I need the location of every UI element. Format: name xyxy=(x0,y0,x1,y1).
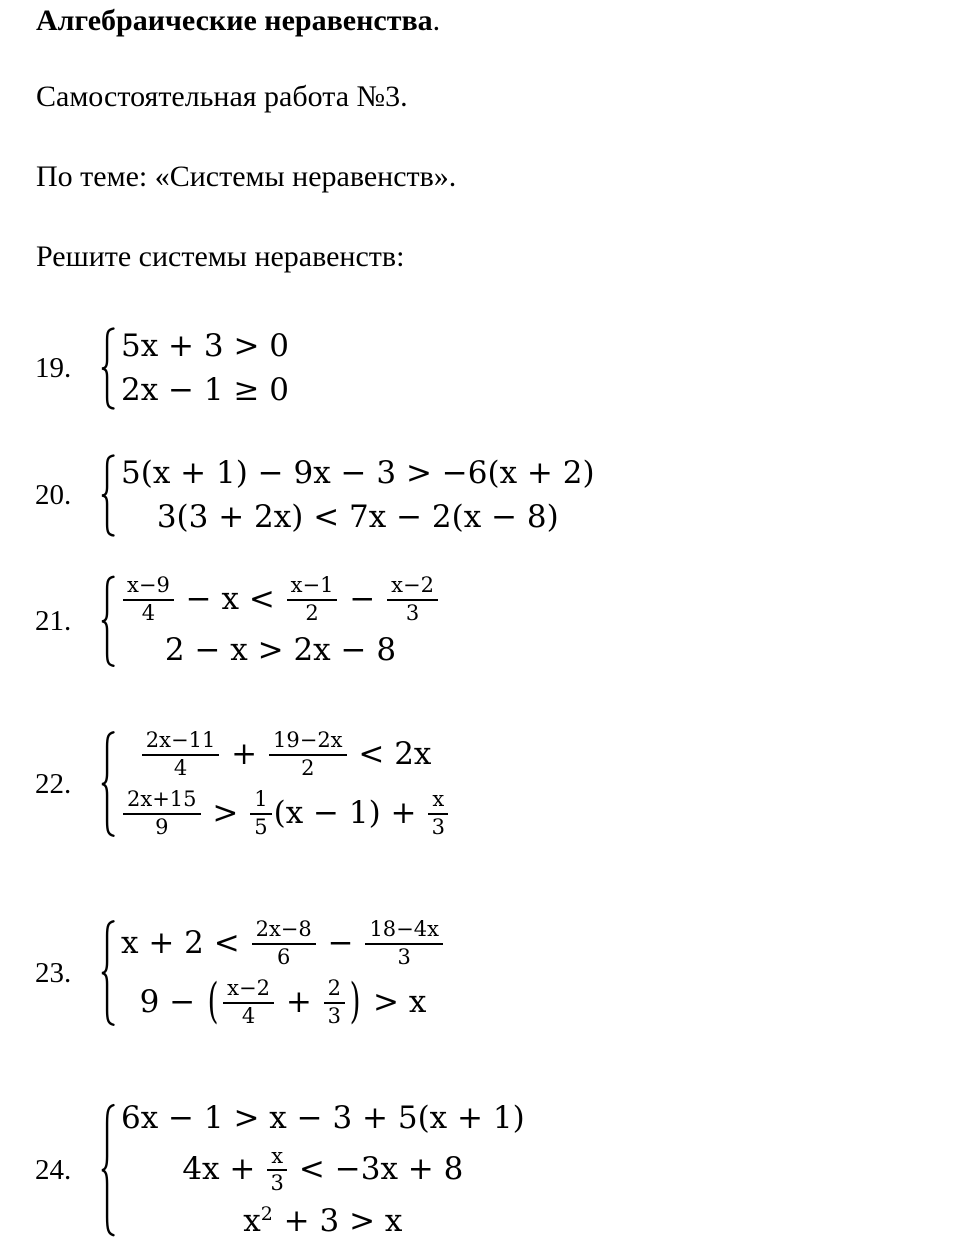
problem-22 xyxy=(35,729,450,839)
problem-20 xyxy=(35,453,595,538)
system-equations xyxy=(121,329,289,408)
math-text: (x − 1) + xyxy=(273,794,427,831)
math-text: + 3 > x xyxy=(273,1202,403,1239)
math-text: 6x − 1 > x − 3 + 5(x + 1) xyxy=(121,1100,525,1136)
math-text: − x < xyxy=(175,580,285,617)
math-text: 5x + 3 > 0 xyxy=(121,327,290,364)
fraction-denominator: 5 xyxy=(254,814,268,839)
math-text: x xyxy=(243,1202,261,1239)
fraction xyxy=(250,788,271,839)
equation-line xyxy=(121,456,595,492)
fraction xyxy=(223,977,274,1028)
system-equations xyxy=(121,574,440,669)
math-text: + xyxy=(221,735,267,772)
worksheet-instruction: Решите системы неравенств: xyxy=(36,240,405,273)
system-brace-icon xyxy=(99,918,116,1028)
math-text: + xyxy=(275,983,322,1020)
math-text: 2x − 1 ≥ 0 xyxy=(121,371,290,408)
math-text: > x xyxy=(363,983,427,1020)
page-title xyxy=(36,4,440,39)
system-brace-icon xyxy=(99,574,116,669)
fraction xyxy=(142,729,220,780)
equation-line xyxy=(121,574,440,625)
fraction-numerator: x−2 xyxy=(223,977,274,1004)
parenthesis: ) xyxy=(349,973,361,1030)
problem-number: 19. xyxy=(35,352,72,384)
fraction-denominator: 3 xyxy=(270,1171,284,1196)
fraction-numerator: 19−2x xyxy=(269,729,347,756)
fraction xyxy=(269,729,347,780)
fraction-denominator: 3 xyxy=(405,600,420,625)
fraction-denominator: 2 xyxy=(305,600,319,625)
problem-19 xyxy=(35,326,289,411)
problem-21 xyxy=(35,574,440,669)
fraction-denominator: 3 xyxy=(327,1003,342,1028)
fraction xyxy=(267,1145,287,1196)
system-equations xyxy=(121,456,595,535)
math-text: < 2x xyxy=(348,735,432,772)
problem-number: 22. xyxy=(35,767,72,800)
fraction-numerator: x−9 xyxy=(123,574,174,601)
fraction-numerator: 2x−8 xyxy=(252,918,316,945)
math-text: 2 − x > 2x − 8 xyxy=(164,632,397,669)
math-text: 3(3 + 2x) < 7x − 2(x − 8) xyxy=(156,498,559,535)
fraction-numerator: x−2 xyxy=(387,574,438,601)
worksheet-subtitle: Самостоятельная работа №3. xyxy=(36,80,408,113)
equation-line xyxy=(121,373,289,409)
fraction xyxy=(324,977,345,1028)
problem-number: 20. xyxy=(35,479,72,511)
fraction-denominator: 9 xyxy=(155,814,169,839)
equation-line xyxy=(121,788,450,839)
fraction-numerator: 18−4x xyxy=(365,918,443,945)
problem-number: 24. xyxy=(35,1153,72,1186)
equation-line xyxy=(243,1204,402,1240)
math-text: − xyxy=(317,924,364,961)
math-text: > xyxy=(202,794,249,831)
fraction xyxy=(387,574,438,625)
equation-line xyxy=(121,1101,525,1137)
math-text: 5(x + 1) − 9x − 3 > −6(x + 2) xyxy=(121,454,595,491)
equation-line xyxy=(182,1145,463,1196)
page-title-period: . xyxy=(432,4,441,37)
fraction-numerator: x xyxy=(428,788,448,815)
fraction-denominator: 4 xyxy=(173,755,188,780)
fraction-numerator: 2x+15 xyxy=(123,788,201,815)
equation-line xyxy=(139,973,427,1030)
math-text: < −3x + 8 xyxy=(289,1151,464,1188)
problem-24 xyxy=(35,1101,525,1239)
system-brace-icon xyxy=(99,453,116,538)
fraction-denominator: 2 xyxy=(301,755,315,780)
fraction-numerator: 2x−11 xyxy=(142,729,220,756)
equation-line xyxy=(165,633,396,669)
fraction xyxy=(252,918,316,969)
fraction xyxy=(287,574,338,625)
equation-line xyxy=(140,729,432,780)
system-equations xyxy=(121,729,450,839)
equation-line xyxy=(121,918,445,969)
math-text: 9 − xyxy=(139,983,206,1020)
math-text: x + 2 < xyxy=(121,924,250,961)
fraction-denominator: 6 xyxy=(276,944,291,969)
fraction xyxy=(365,918,443,969)
problem-number: 21. xyxy=(35,604,72,637)
system-equations xyxy=(121,1101,525,1239)
fraction-numerator: 1 xyxy=(250,788,271,815)
page-title-text: Алгебраические неравенства xyxy=(36,4,433,37)
fraction-denominator: 3 xyxy=(397,944,411,969)
problem-number: 23. xyxy=(35,956,72,989)
fraction-denominator: 3 xyxy=(431,814,445,839)
parenthesis: ( xyxy=(207,973,219,1030)
fraction-numerator: x−1 xyxy=(287,574,338,601)
fraction xyxy=(123,574,174,625)
system-brace-icon xyxy=(99,326,116,411)
system-equations xyxy=(121,918,445,1028)
fraction xyxy=(123,788,201,839)
math-text: − xyxy=(339,580,386,617)
system-brace-icon xyxy=(99,729,116,839)
fraction-denominator: 4 xyxy=(241,1003,256,1028)
superscript-exponent: 2 xyxy=(260,1202,273,1225)
math-text: 4x + xyxy=(182,1151,266,1188)
fraction xyxy=(428,788,448,839)
problem-23 xyxy=(35,918,445,1028)
equation-line xyxy=(121,329,289,365)
system-brace-icon xyxy=(99,1101,116,1239)
worksheet-topic: По теме: «Системы неравенств». xyxy=(36,160,457,193)
fraction-numerator: 2 xyxy=(324,977,345,1004)
equation-line xyxy=(157,500,559,536)
fraction-denominator: 4 xyxy=(141,600,156,625)
fraction-numerator: x xyxy=(267,1145,287,1172)
